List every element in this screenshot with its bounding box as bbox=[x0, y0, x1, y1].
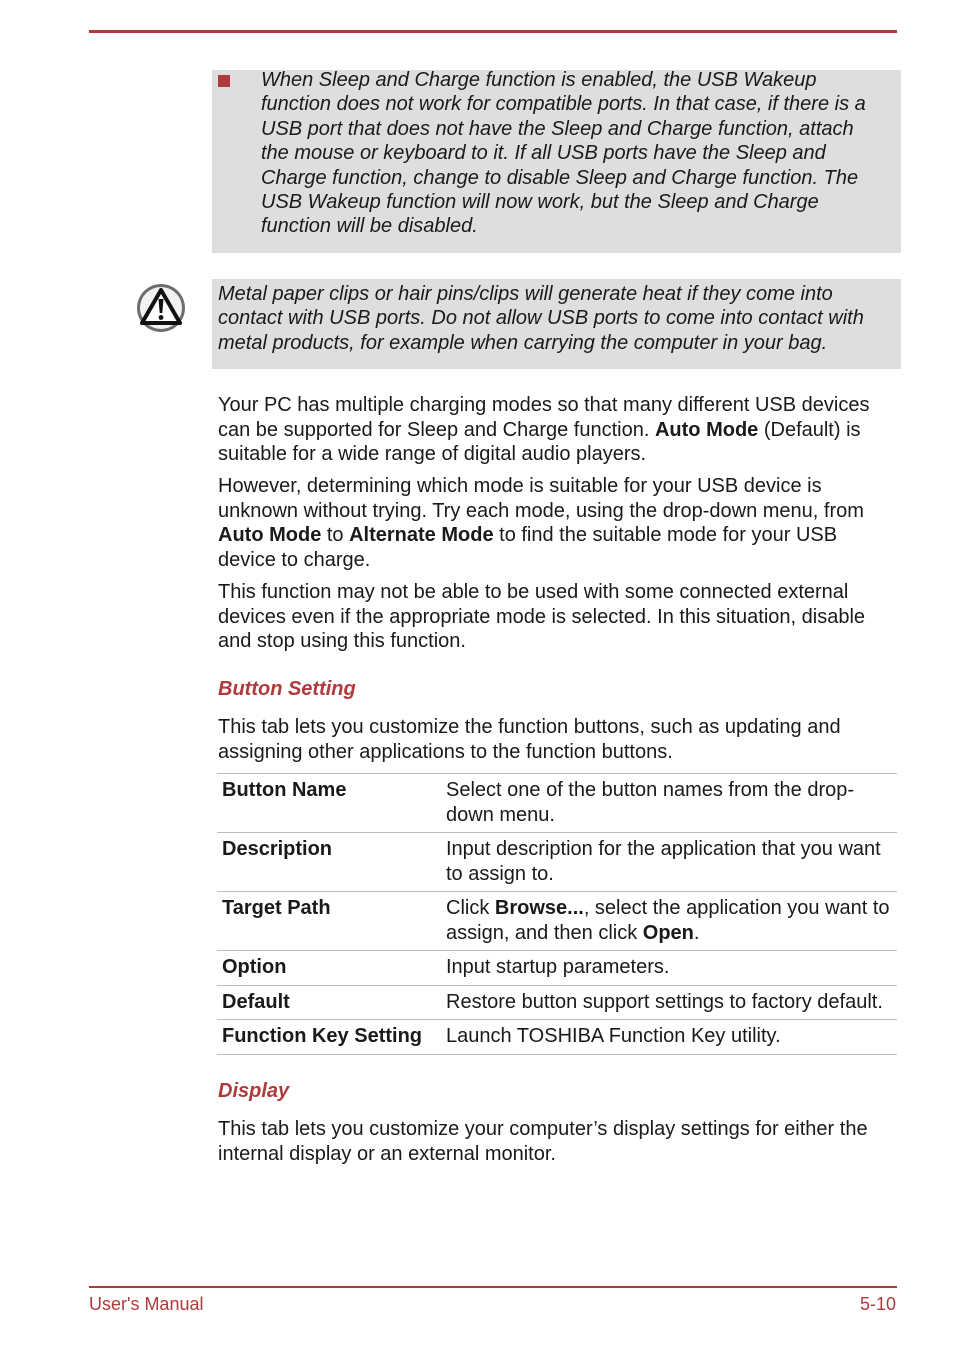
table-cell-desc: Select one of the button names from the drop-down menu. bbox=[441, 774, 897, 833]
paragraph-charging-modes bbox=[218, 393, 888, 467]
paragraph-limitations: This function may not be able to be used with some connected external devices even if the appropriate mode is selected. In this situation, disable and stop using this function. bbox=[218, 581, 866, 652]
button-setting-intro: This tab lets you customize the function buttons, such as updating and assigning other applications to the function buttons. bbox=[218, 716, 841, 763]
table-cell-name: Description bbox=[217, 833, 441, 892]
text-run: (Default) is suitable for a wide range of digital audio players. bbox=[218, 418, 861, 465]
table-row bbox=[217, 1020, 897, 1055]
footer-page-number: 5-10 bbox=[859, 1294, 896, 1314]
table-cell-desc: Launch TOSHIBA Function Key utility. bbox=[441, 1020, 897, 1055]
display-intro: This tab lets you customize your computer’s display settings for either the internal display or an external monitor. bbox=[218, 1118, 868, 1165]
table-row bbox=[217, 985, 897, 1020]
table-cell-desc bbox=[441, 892, 897, 951]
button-setting-table bbox=[217, 773, 897, 1055]
section-heading-display: Display bbox=[218, 1080, 290, 1102]
bold-run: Auto Mode bbox=[654, 418, 759, 441]
text-run: to find the suitable mode for your USB device to charge. bbox=[218, 524, 838, 571]
table-row bbox=[217, 892, 897, 951]
note-text: When Sleep and Charge function is enabled, the USB Wakeup function does not work for compatible ports. In that case, if there is a USB port that does not have the Sleep and Charge function, attach the mouse or keyboard to it. If all USB ports have the Sleep and Charge function, change to disable Sleep and Charge function. The USB Wakeup function will now work, but the Sleep and Charge function will be disabled. bbox=[261, 69, 866, 238]
table-cell-desc: Input description for the application that you want to assign to. bbox=[441, 833, 897, 892]
table-cell-name: Option bbox=[217, 951, 441, 986]
table-cell-name: Function Key Setting bbox=[217, 1020, 441, 1055]
bold-run: Alternate Mode bbox=[349, 524, 494, 546]
caution-box bbox=[212, 279, 901, 369]
caution-text: Metal paper clips or hair pins/clips will generate heat if they come into contact with USB ports. Do not allow USB ports to come into contact with metal products, for example when carrying the computer in your bag. bbox=[218, 283, 864, 354]
table-cell-name: Target Path bbox=[217, 892, 441, 951]
bullet-square-icon bbox=[218, 75, 230, 87]
bold-run: Auto Mode bbox=[218, 524, 322, 546]
header-rule bbox=[89, 30, 897, 33]
text-run: However, determining which mode is suitable for your USB device is unknown without trying. Try each mode, using the drop-down menu, from bbox=[218, 475, 864, 522]
footer-rule bbox=[89, 1286, 897, 1288]
section-heading-button-setting: Button Setting bbox=[218, 678, 356, 700]
text-run: Click bbox=[446, 897, 495, 919]
table-row bbox=[217, 951, 897, 986]
warning-triangle-icon bbox=[136, 283, 186, 333]
text-run: , select the application you want to assign, and then click bbox=[446, 897, 890, 944]
table-cell-desc: Restore button support settings to factory default. bbox=[441, 985, 897, 1020]
table-cell-name: Button Name bbox=[217, 774, 441, 833]
text-run: to bbox=[321, 524, 350, 546]
paragraph-mode-selection bbox=[218, 474, 888, 572]
note-box bbox=[212, 70, 901, 253]
table-cell-desc: Input startup parameters. bbox=[441, 951, 897, 986]
bold-run: Open bbox=[642, 921, 694, 944]
table-row bbox=[217, 774, 897, 833]
bold-run: Browse... bbox=[494, 897, 584, 919]
footer-manual-title: User's Manual bbox=[89, 1294, 204, 1314]
table-cell-name: Default bbox=[217, 985, 441, 1020]
text-run: . bbox=[693, 921, 700, 944]
table-row bbox=[217, 833, 897, 892]
text-run: Your PC has multiple charging modes so that many different USB devices can be supported for Sleep and Charge function. bbox=[218, 394, 870, 441]
